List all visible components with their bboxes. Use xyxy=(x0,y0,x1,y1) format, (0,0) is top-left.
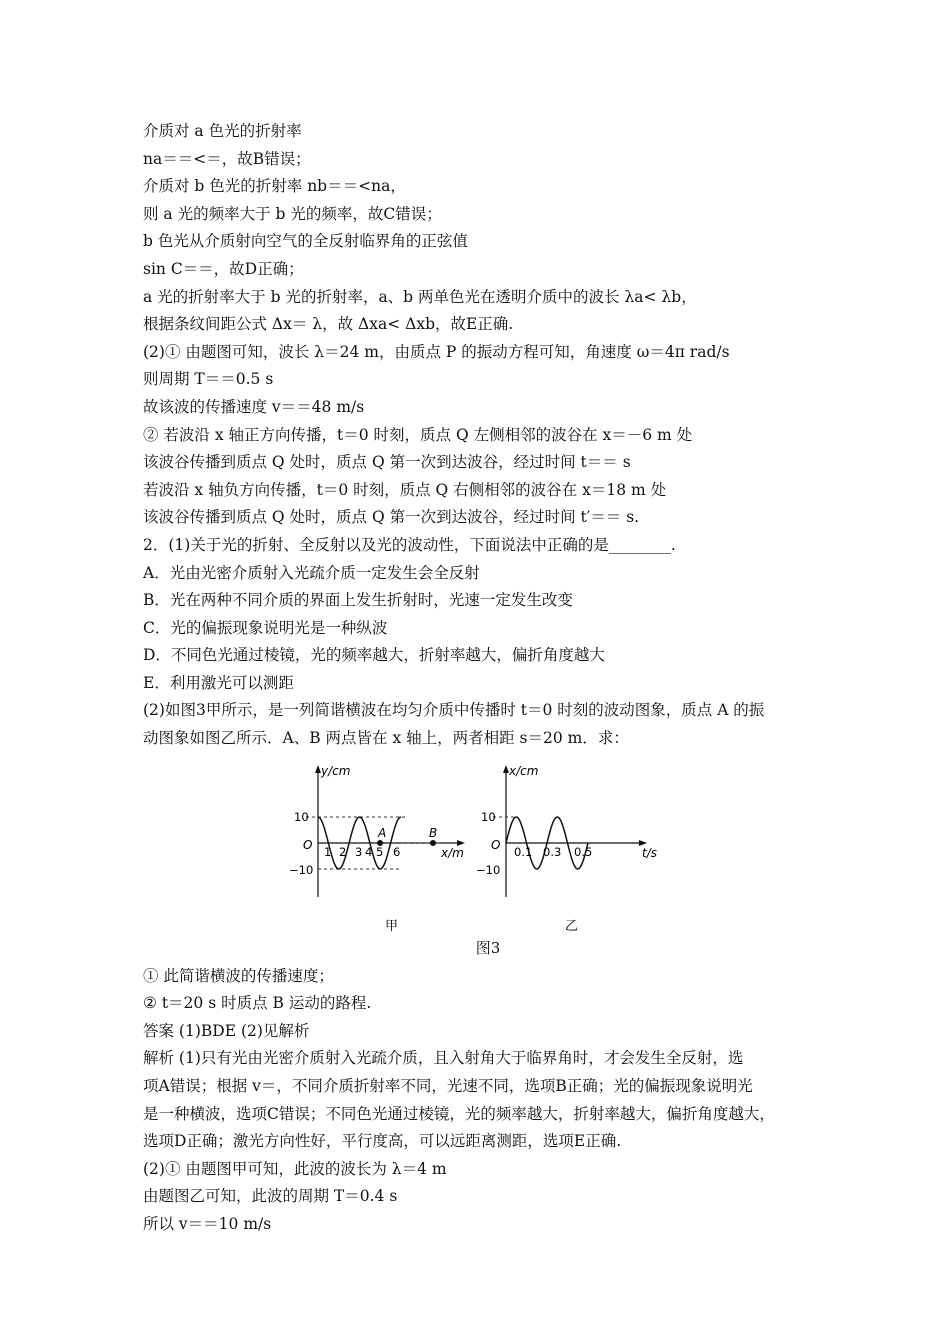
right-xtick-0-1: 0.1 xyxy=(514,844,533,859)
figure-caption: 图3 xyxy=(475,938,501,957)
right-graph-title: 乙 xyxy=(565,918,579,934)
left-xtick-3: 3 xyxy=(355,844,363,859)
right-y-label: x/cm xyxy=(509,763,539,778)
point-a-label: A xyxy=(378,825,387,840)
right-origin-label: O xyxy=(491,837,501,852)
text-line: (2)① 由题图甲可知，此波的波长为 λ＝4 m xyxy=(143,1159,447,1178)
text-line: 解析 (1)只有光由光密介质射入光疏介质，且入射角大于临界角时，才会发生全反射，选 xyxy=(143,1049,744,1068)
left-origin-label: O xyxy=(303,837,313,852)
text-line: ① 此简谐横波的传播速度； xyxy=(143,966,334,985)
left-x-label: x/m xyxy=(441,845,464,860)
text-line: A．光由光密介质射入光疏介质一定发生会全反射 xyxy=(143,563,480,582)
text-line: (2)① 由题图可知，波长 λ＝24 m，由质点 P 的振动方程可知，角速度 ω＝4π rad/s xyxy=(143,342,730,361)
right-ytick-10: 10 xyxy=(481,809,496,824)
text-line: 答案 (1)BDE (2)见解析 xyxy=(143,1021,310,1040)
text-line: 选项D正确；激光方向性好，平行度高，可以远距离测距，选项E正确. xyxy=(143,1132,622,1151)
left-xtick-6: 6 xyxy=(393,844,401,859)
left-wave-graph xyxy=(289,764,465,934)
text-line: na＝＝<＝，故B错误； xyxy=(143,149,311,168)
solution-part-2 xyxy=(143,963,833,1239)
right-xtick-0-5: 0.5 xyxy=(574,844,593,859)
point-b-marker xyxy=(430,840,436,846)
text-line: 故该波的传播速度 v＝＝48 m/s xyxy=(143,397,365,416)
point-b-label: B xyxy=(429,825,438,840)
text-line: B．光在两种不同介质的界面上发生折射时，光速一定发生改变 xyxy=(143,591,573,610)
left-y-label: y/cm xyxy=(321,763,351,778)
text-line: sin C＝＝，故D正确； xyxy=(143,259,304,278)
text-line: 介质对 a 色光的折射率 xyxy=(143,122,302,140)
wave-graphs xyxy=(143,757,833,937)
text-line: E．利用激光可以测距 xyxy=(143,673,294,692)
right-xtick-0-3: 0.3 xyxy=(543,844,562,859)
left-xtick-4: 4 xyxy=(365,844,373,859)
right-ytick-neg10: −10 xyxy=(476,862,501,877)
text-line: ② 若波沿 x 轴正方向传播，t＝0 时刻，质点 Q 左侧相邻的波谷在 x＝－6 m 处 xyxy=(143,425,693,444)
solution-part-1 xyxy=(143,118,833,753)
figure-3 xyxy=(143,757,833,937)
left-ytick-neg10: −10 xyxy=(289,862,314,877)
text-line: 由题图乙可知，此波的周期 T＝0.4 s xyxy=(143,1187,398,1206)
text-line: a 光的折射率大于 b 光的折射率，a、b 两单色光在透明介质中的波长 λa< λb， xyxy=(143,287,697,306)
text-line: 是一种横波，选项C错误；不同色光通过棱镜，光的频率越大，折射率越大，偏折角度越大， xyxy=(143,1104,775,1123)
text-line: 根据条纹间距公式 Δx＝ λ，故 Δxa< Δxb，故E正确. xyxy=(143,315,514,334)
left-xtick-5: 5 xyxy=(376,844,384,859)
text-line: D．不同色光通过棱镜，光的频率越大，折射率越大，偏折角度越大 xyxy=(143,646,605,665)
text-line: 该波谷传播到质点 Q 处时，质点 Q 第一次到达波谷，经过时间 t′＝＝ s. xyxy=(143,508,640,527)
text-line: 介质对 b 色光的折射率 nb＝＝<na， xyxy=(143,177,406,196)
left-xtick-1: 1 xyxy=(324,844,332,859)
right-x-label: t/s xyxy=(642,845,657,860)
left-graph-title: 甲 xyxy=(385,918,399,934)
text-line: 该波谷传播到质点 Q 处时，质点 Q 第一次到达波谷，经过时间 t＝＝ s xyxy=(143,453,631,472)
text-line: 若波沿 x 轴负方向传播，t＝0 时刻，质点 Q 右侧相邻的波谷在 x＝18 m 处 xyxy=(143,480,667,499)
text-line: C．光的偏振现象说明光是一种纵波 xyxy=(143,618,388,637)
text-line: 2．(1)关于光的折射、全反射以及光的波动性，下面说法中正确的是________. xyxy=(143,535,676,554)
document-content xyxy=(143,118,833,1239)
text-line: 则周期 T＝＝0.5 s xyxy=(143,370,274,389)
text-line: 动图象如图乙所示．A、B 两点皆在 x 轴上，两者相距 s＝20 m．求： xyxy=(143,729,629,748)
right-wave-graph xyxy=(476,764,657,934)
text-line: b 色光从介质射向空气的全反射临界角的正弦值 xyxy=(143,232,468,251)
left-xtick-2: 2 xyxy=(339,844,347,859)
text-line: 所以 v＝＝10 m/s xyxy=(143,1215,272,1233)
left-ytick-10: 10 xyxy=(294,809,309,824)
text-line: 项A错误；根据 v＝，不同介质折射率不同，光速不同，选项B正确；光的偏振现象说明光 xyxy=(143,1077,753,1096)
text-line: 则 a 光的频率大于 b 光的频率，故C错误； xyxy=(143,204,442,223)
text-line: ② t＝20 s 时质点 B 运动的路程. xyxy=(143,994,372,1013)
text-line: (2)如图3甲所示，是一列简谐横波在均匀介质中传播时 t＝0 时刻的波动图象，质点 A 的振 xyxy=(143,701,765,720)
